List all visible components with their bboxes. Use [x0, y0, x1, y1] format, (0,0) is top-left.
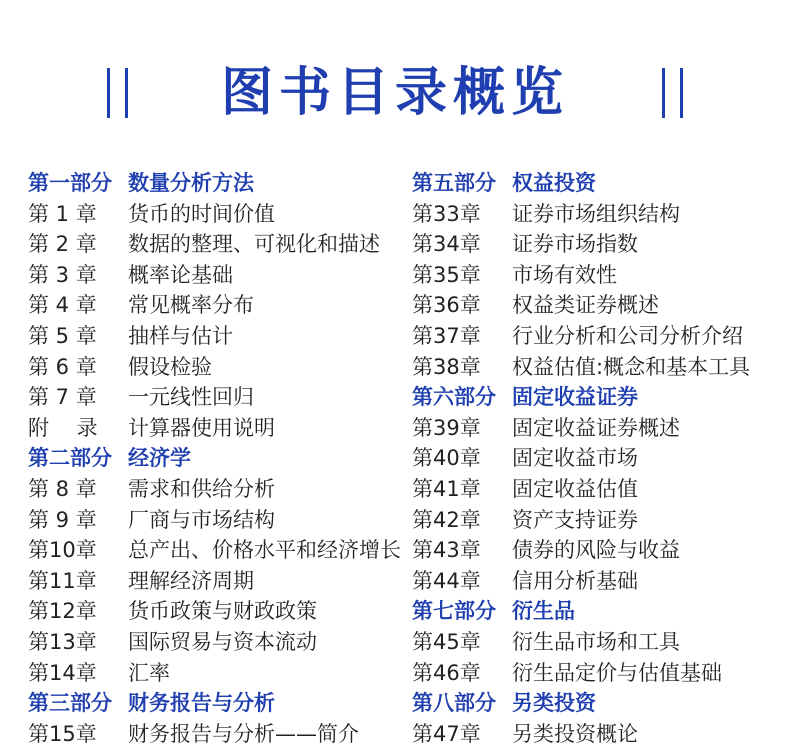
chapter-title: 常见概率分布 [128, 293, 254, 318]
toc-chapter-entry [412, 474, 790, 505]
toc-chapter-entry [28, 321, 408, 352]
chapter-title: 一元线性回归 [128, 385, 254, 410]
chapter-number: 第 2 章 [28, 232, 97, 257]
chapter-number: 第12章 [28, 599, 97, 624]
chapter-number: 第36章 [412, 293, 481, 318]
toc-part-heading [28, 168, 408, 199]
page-title: 图书目录概览 [220, 63, 569, 123]
chapter-number: 第33章 [412, 201, 481, 226]
chapter-title: 固定收益估值 [512, 476, 638, 501]
chapter-number: 第37章 [412, 323, 481, 348]
part-number: 第二部分 [28, 446, 112, 471]
chapter-title: 假设检验 [128, 354, 212, 379]
toc-chapter-entry [28, 535, 408, 566]
chapter-title: 衍生品定价与估值基础 [512, 660, 722, 685]
toc-chapter-entry [412, 719, 790, 749]
toc-part-heading [412, 168, 790, 199]
toc-chapter-entry [28, 260, 408, 291]
toc-chapter-entry [28, 627, 408, 658]
part-number: 第三部分 [28, 691, 112, 716]
chapter-title: 需求和供给分析 [128, 476, 275, 501]
part-number: 第八部分 [412, 691, 496, 716]
toc-right-column [412, 168, 790, 749]
chapter-number: 第 5 章 [28, 323, 97, 348]
chapter-title: 债券的风险与收益 [512, 538, 680, 563]
divider-bar [680, 68, 683, 118]
toc-chapter-entry [412, 535, 790, 566]
chapter-number: 第 7 章 [28, 385, 97, 410]
header [0, 58, 790, 138]
chapter-number: 第 8 章 [28, 476, 97, 501]
chapter-number: 第45章 [412, 629, 481, 654]
toc-chapter-entry [412, 627, 790, 658]
toc-chapter-entry [28, 290, 408, 321]
part-title: 经济学 [128, 446, 191, 471]
chapter-title: 权益类证券概述 [512, 293, 659, 318]
chapter-title: 理解经济周期 [128, 568, 254, 593]
chapter-number: 第44章 [412, 568, 481, 593]
chapter-title: 市场有效性 [512, 262, 617, 287]
part-title: 固定收益证券 [512, 385, 638, 410]
toc-left-column [28, 168, 408, 749]
part-title: 权益投资 [512, 171, 596, 195]
toc-part-heading [412, 382, 790, 413]
chapter-title: 抽样与估计 [128, 323, 233, 348]
chapter-title: 权益估值:概念和基本工具 [512, 354, 751, 379]
part-number: 第一部分 [28, 171, 112, 195]
chapter-number: 第47章 [412, 721, 481, 746]
toc-chapter-entry [28, 382, 408, 413]
chapter-title: 固定收益证券概述 [512, 415, 680, 440]
toc-chapter-entry [412, 321, 790, 352]
chapter-title: 另类投资概论 [512, 721, 638, 746]
part-title: 数量分析方法 [128, 171, 254, 195]
toc-chapter-entry [28, 505, 408, 536]
part-number: 第六部分 [412, 385, 496, 410]
toc-chapter-entry [412, 352, 790, 383]
chapter-number: 第39章 [412, 415, 481, 440]
chapter-number: 第41章 [412, 476, 481, 501]
right-divider-bars [662, 68, 684, 118]
toc-chapter-entry [412, 290, 790, 321]
toc-chapter-entry [28, 719, 408, 749]
chapter-title: 货币政策与财政政策 [128, 599, 317, 624]
part-title: 财务报告与分析 [128, 691, 275, 716]
toc-part-heading [412, 596, 790, 627]
chapter-number: 第15章 [28, 721, 97, 746]
chapter-title: 计算器使用说明 [128, 415, 275, 440]
toc-part-heading [28, 443, 408, 474]
chapter-number: 第38章 [412, 354, 481, 379]
chapter-number: 附 录 [28, 415, 98, 440]
toc-chapter-entry [412, 229, 790, 260]
toc-chapter-entry [412, 505, 790, 536]
chapter-number: 第42章 [412, 507, 481, 532]
toc-chapter-entry [28, 596, 408, 627]
toc-chapter-entry [412, 658, 790, 689]
chapter-title: 财务报告与分析——简介 [128, 721, 359, 746]
chapter-number: 第14章 [28, 660, 97, 685]
toc-chapter-entry [28, 413, 408, 444]
toc-part-heading [28, 688, 408, 719]
chapter-title: 汇率 [128, 660, 170, 685]
chapter-title: 概率论基础 [128, 262, 233, 287]
toc-chapter-entry [28, 199, 408, 230]
chapter-number: 第40章 [412, 446, 481, 471]
chapter-title: 总产出、价格水平和经济增长 [128, 538, 401, 563]
part-number: 第五部分 [412, 171, 496, 195]
chapter-title: 资产支持证券 [512, 507, 638, 532]
chapter-title: 证券市场指数 [512, 232, 638, 257]
chapter-title: 证券市场组织结构 [512, 201, 680, 226]
chapter-number: 第10章 [28, 538, 97, 563]
toc-chapter-entry [28, 474, 408, 505]
part-title: 衍生品 [512, 599, 575, 624]
chapter-number: 第 3 章 [28, 262, 97, 287]
chapter-title: 固定收益市场 [512, 446, 638, 471]
toc-chapter-entry [28, 352, 408, 383]
chapter-number: 第 6 章 [28, 354, 97, 379]
chapter-title: 行业分析和公司分析介绍 [512, 323, 743, 348]
part-number: 第七部分 [412, 599, 496, 624]
chapter-title: 信用分析基础 [512, 568, 638, 593]
part-title: 另类投资 [512, 691, 596, 716]
chapter-number: 第46章 [412, 660, 481, 685]
chapter-title: 厂商与市场结构 [128, 507, 275, 532]
divider-bar [662, 68, 665, 118]
chapter-title: 数据的整理、可视化和描述 [128, 232, 380, 257]
toc-chapter-entry [28, 566, 408, 597]
toc-chapter-entry [412, 566, 790, 597]
chapter-title: 国际贸易与资本流动 [128, 629, 317, 654]
toc-chapter-entry [28, 658, 408, 689]
toc-chapter-entry [412, 443, 790, 474]
chapter-number: 第 1 章 [28, 201, 97, 226]
toc-chapter-entry [28, 229, 408, 260]
toc-part-heading [412, 688, 790, 719]
toc-chapter-entry [412, 199, 790, 230]
chapter-title: 货币的时间价值 [128, 201, 275, 226]
chapter-number: 第43章 [412, 538, 481, 563]
chapter-title: 衍生品市场和工具 [512, 629, 680, 654]
chapter-number: 第35章 [412, 262, 481, 287]
chapter-number: 第11章 [28, 568, 97, 593]
chapter-number: 第34章 [412, 232, 481, 257]
chapter-number: 第 9 章 [28, 507, 97, 532]
toc-chapter-entry [412, 413, 790, 444]
chapter-number: 第 4 章 [28, 293, 97, 318]
chapter-number: 第13章 [28, 629, 97, 654]
toc-chapter-entry [412, 260, 790, 291]
